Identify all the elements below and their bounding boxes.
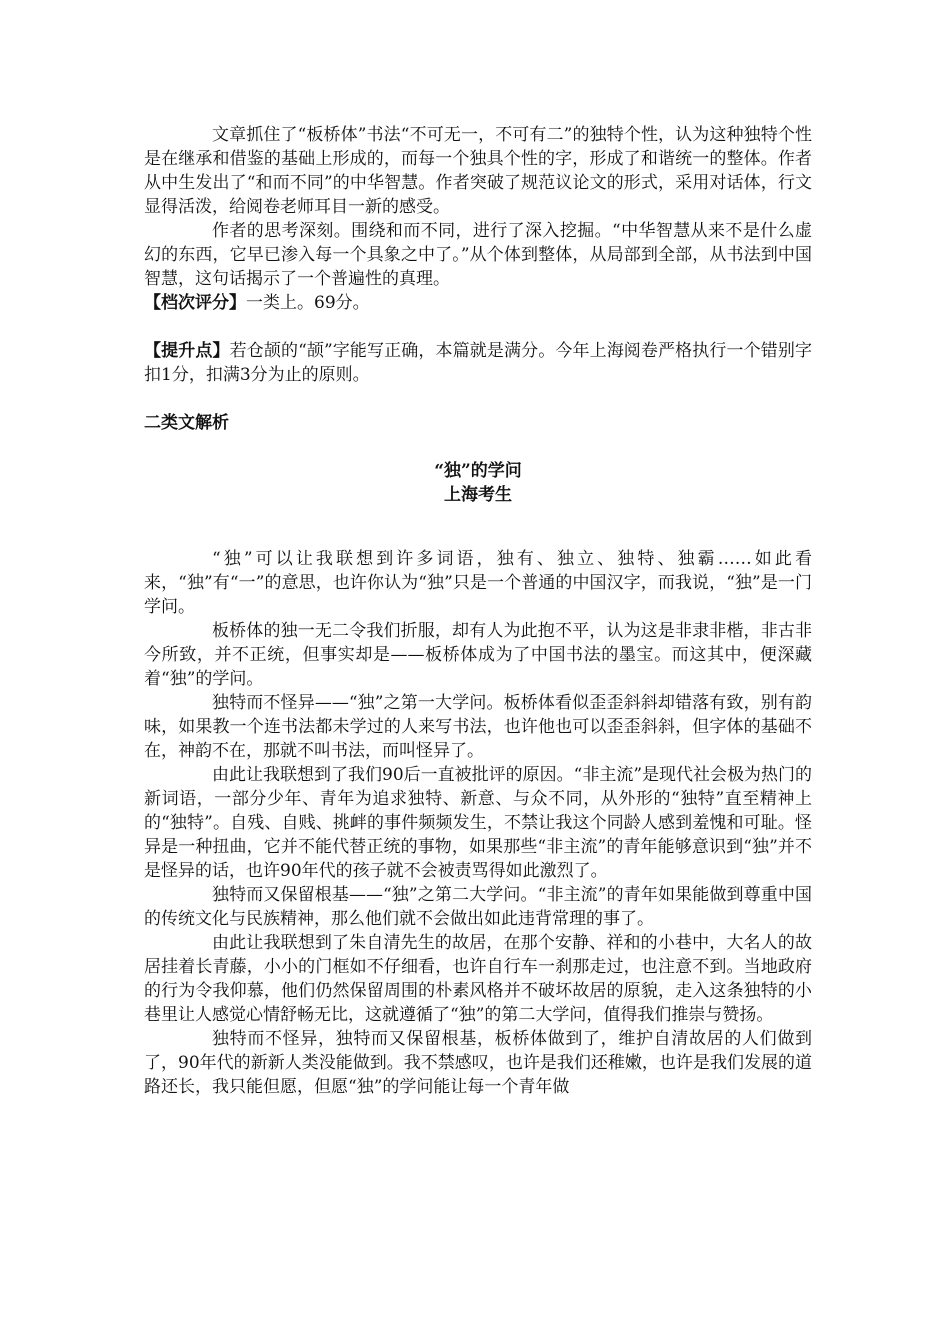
- essay-paragraph-7: 独特而不怪异，独特而又保留根基，板桥体做到了，维护自清故居的人们做到了，90年代的新新人类没能做到。我不禁感叹，也许是我们还稚嫩，也许是我们发展的道路还长，我只能但愿，但愿“独”的学问能让每一个青年做: [144, 1029, 812, 1097]
- spacer: [144, 507, 812, 547]
- grade-text: 一类上。69分。: [246, 293, 370, 313]
- grade-label: 【档次评分】: [144, 293, 246, 313]
- grade-line: [144, 291, 812, 315]
- spacer: [144, 315, 812, 339]
- commentary-paragraph-2: 作者的思考深刻。围绕和而不同，进行了深入挖掘。“中华智慧从来不是什么虚幻的东西，它早已渗入每一个具象之中了。”从个体到整体，从局部到全部，从书法到中国智慧，这句话揭示了一个普遍性的真理。: [144, 221, 812, 289]
- essay-paragraph-1: “独”可以让我联想到许多词语，独有、独立、独特、独霸……如此看来，“独”有“一”的意思，也许你认为“独”只是一个普通的中国汉字，而我说，“独”是一门学问。: [144, 549, 812, 617]
- spacer: [144, 387, 812, 411]
- essay-paragraph-4: 由此让我联想到了我们90后一直被批评的原因。“非主流”是现代社会极为热门的新词语，一部分少年、青年为追求独特、新意、与众不同，从外形的“独特”直至精神上的“独特”。自残、自贱、挑衅的事件频频发生，不禁让我这个同龄人感到羞愧和可耻。怪异是一种扭曲，它并不能代替正统的事物，如果那些“非主流”的青年能够意识到“独”并不是怪异的话，也许90年代的孩子就不会被责骂得如此激烈了。: [144, 765, 813, 881]
- essay-paragraph-5: 独特而又保留根基——“独”之第二大学问。“非主流”的青年如果能做到尊重中国的传统文化与民族精神，那么他们就不会做出如此违背常理的事了。: [144, 885, 812, 929]
- essay-paragraph-6: 由此让我联想到了朱自清先生的故居，在那个安静、祥和的小巷中，大名人的故居挂着长青藤，小小的门框如不仔细看，也许自行车一刹那走过，也注意不到。当地政府的行为令我仰慕，他们仍然保留周围的朴素风格并不破坏故居的原貌，走入这条独特的小巷里让人感觉心情舒畅无比，这就遵循了“独”的第二大学问，值得我们推崇与赞扬。: [144, 933, 812, 1025]
- essay-paragraph-2: 板桥体的独一无二令我们折服，却有人为此抱不平，认为这是非隶非楷，非古非今所致，并不正统，但事实却是——板桥体成为了中国书法的墨宝。而这其中，便深藏着“独”的学问。: [144, 621, 812, 689]
- essay-paragraph-3: 独特而不怪异——“独”之第一大学问。板桥体看似歪歪斜斜却错落有致，别有韵味，如果教一个连书法都未学过的人来写书法，也许他也可以歪歪斜斜，但字体的基础不在，神韵不在，那就不叫书法，而叫怪异了。: [144, 693, 812, 761]
- improve-text: 若仓颉的“颉”字能写正确，本篇就是满分。今年上海阅卷严格执行一个错别字扣1分，扣满3分为止的原则。: [144, 341, 812, 385]
- improve-paragraph: [144, 339, 812, 387]
- commentary-paragraph-1: 文章抓住了“板桥体”书法“不可无一，不可有二”的独特个性，认为这种独特个性是在继承和借鉴的基础上形成的，而每一个独具个性的字，形成了和谐统一的整体。作者从中生发出了“和而不同”的中华智慧。作者突破了规范议论文的形式，采用对话体，行文显得活泼，给阅卷老师耳目一新的感受。: [144, 125, 812, 217]
- document-page: [144, 123, 812, 1099]
- essay-title: “独”的学问: [434, 461, 522, 481]
- spacer: [144, 435, 812, 459]
- essay-author: 上海考生: [444, 485, 512, 505]
- section-title: 二类文解析: [144, 413, 229, 433]
- improve-label: 【提升点】: [144, 341, 230, 361]
